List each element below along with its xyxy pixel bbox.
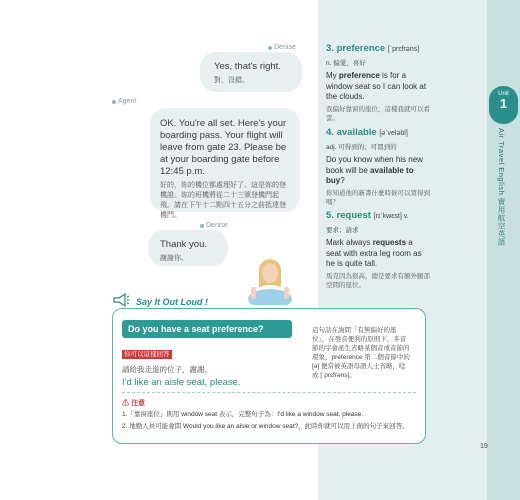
- vocab-phonetic: [əˈveləbl]: [379, 130, 408, 137]
- vocab-number: 3.: [326, 43, 334, 54]
- vocab-entry: [326, 210, 430, 290]
- vocab-number: 5.: [326, 210, 334, 221]
- vocab-example-zh: 馬克因為很高，總是要求有額外腿部空間的座位。: [326, 272, 430, 289]
- warning-icon: ⚠: [122, 400, 129, 407]
- megaphone-icon: [112, 293, 130, 307]
- speaker-dot-icon: [200, 224, 204, 228]
- vocab-pos: adj. 可得到的；可買到的: [326, 144, 397, 151]
- vocab-example: Do you know when his new book will be available to buy?: [326, 155, 423, 185]
- speaker-label: [200, 222, 228, 229]
- dialogue-en: OK. You're all set. Here's your boarding pass. Your flight will leave from gate 23. Please be at your boarding gate before 12:45 p.m.: [160, 118, 287, 177]
- vocab-word: available: [336, 127, 377, 138]
- unit-tab: [487, 0, 520, 500]
- speaker-name: Denise: [274, 44, 296, 51]
- speaker-dot-icon: [112, 100, 116, 104]
- dialogue-zh: 好的，妳的機位都處理好了。這是妳的登機證。妳的班機將從二十三號登機門起飛。請在下午十二點四十五分之前抵達登機門。: [160, 182, 286, 219]
- unit-title: Air Travel English 實用航空英語: [497, 128, 506, 246]
- woman-illustration: [245, 253, 295, 305]
- vocab-word: preference: [336, 43, 386, 54]
- note-item: 1.「靠窗座位」則用 window seat 表示，完整句子為：I'd like a window seat, please.: [122, 411, 364, 418]
- key-question: Do you have a seat preference?: [122, 320, 292, 338]
- vocab-pos: 要求；請求: [326, 227, 359, 234]
- speaker-label: [112, 98, 136, 105]
- page-number: 19: [480, 443, 488, 450]
- speaker-name: Agent: [118, 98, 137, 105]
- vocab-entry: [326, 43, 430, 123]
- vocab-phonetic: [ˈprɛfrəns]: [387, 46, 420, 53]
- vocab-example-zh: 你知道他的新書什麼時候可以買得到嗎？: [326, 189, 430, 206]
- vocab-number: 4.: [326, 127, 334, 138]
- dialogue-zh: 謝謝你。: [160, 255, 188, 262]
- dialogue-bubble: [200, 52, 302, 92]
- speaker-dot-icon: [268, 46, 272, 50]
- vocab-pos: n. 偏愛、喜好: [326, 60, 366, 67]
- warning-label: ⚠ 注意: [122, 400, 145, 407]
- unit-badge: [489, 86, 518, 124]
- say-it-out-loud-title: Say It Out Loud !: [132, 297, 212, 307]
- vocab-example-zh: 我偏好靠窗的座位，這樣我就可以看雲。: [326, 105, 430, 122]
- answer-en: I'd like an aisle seat, please.: [122, 377, 241, 388]
- dialogue-zh: 對，沒錯。: [214, 77, 249, 84]
- dialogue-en: Yes, that's right.: [214, 61, 281, 72]
- pronunciation-note: 這句話在詢問「有無偏好的座位」，在發音便利的原則下，多音節的字會產生省略某個音或音節的現象，preference 第二個音節中的 [ə] 便常被英語母語人士省略，唸成 [ˈprɛfrəns]。: [312, 327, 410, 379]
- answer-zh: 請給我走道的位子，謝謝。: [122, 365, 212, 374]
- vocab-word: request: [336, 210, 371, 221]
- unit-label: Unit: [498, 91, 509, 97]
- speaker-label: [268, 44, 296, 51]
- dialogue-bubble: [150, 108, 300, 219]
- note-item: 2. 地勤人員可能會問 Would you like an aisle or window seat?，此時你就可以用上面的句子來回答。: [122, 423, 409, 430]
- unit-number: 1: [499, 96, 508, 111]
- dialogue-en: Thank you.: [160, 239, 207, 250]
- vocab-phonetic: [rɪˈkwɛst] v.: [373, 213, 409, 220]
- vocab-example: Mark always requests a seat with extra leg room as he is quite tall.: [326, 238, 422, 268]
- dialogue-bubble: [148, 230, 228, 266]
- vocab-example: My preference is for a window seat so I can look at the clouds.: [326, 71, 427, 101]
- speaker-name: Denise: [206, 222, 228, 229]
- vocab-entry: [326, 127, 430, 207]
- divider: [122, 392, 416, 393]
- answer-tag: 你可以這樣回答: [124, 351, 170, 358]
